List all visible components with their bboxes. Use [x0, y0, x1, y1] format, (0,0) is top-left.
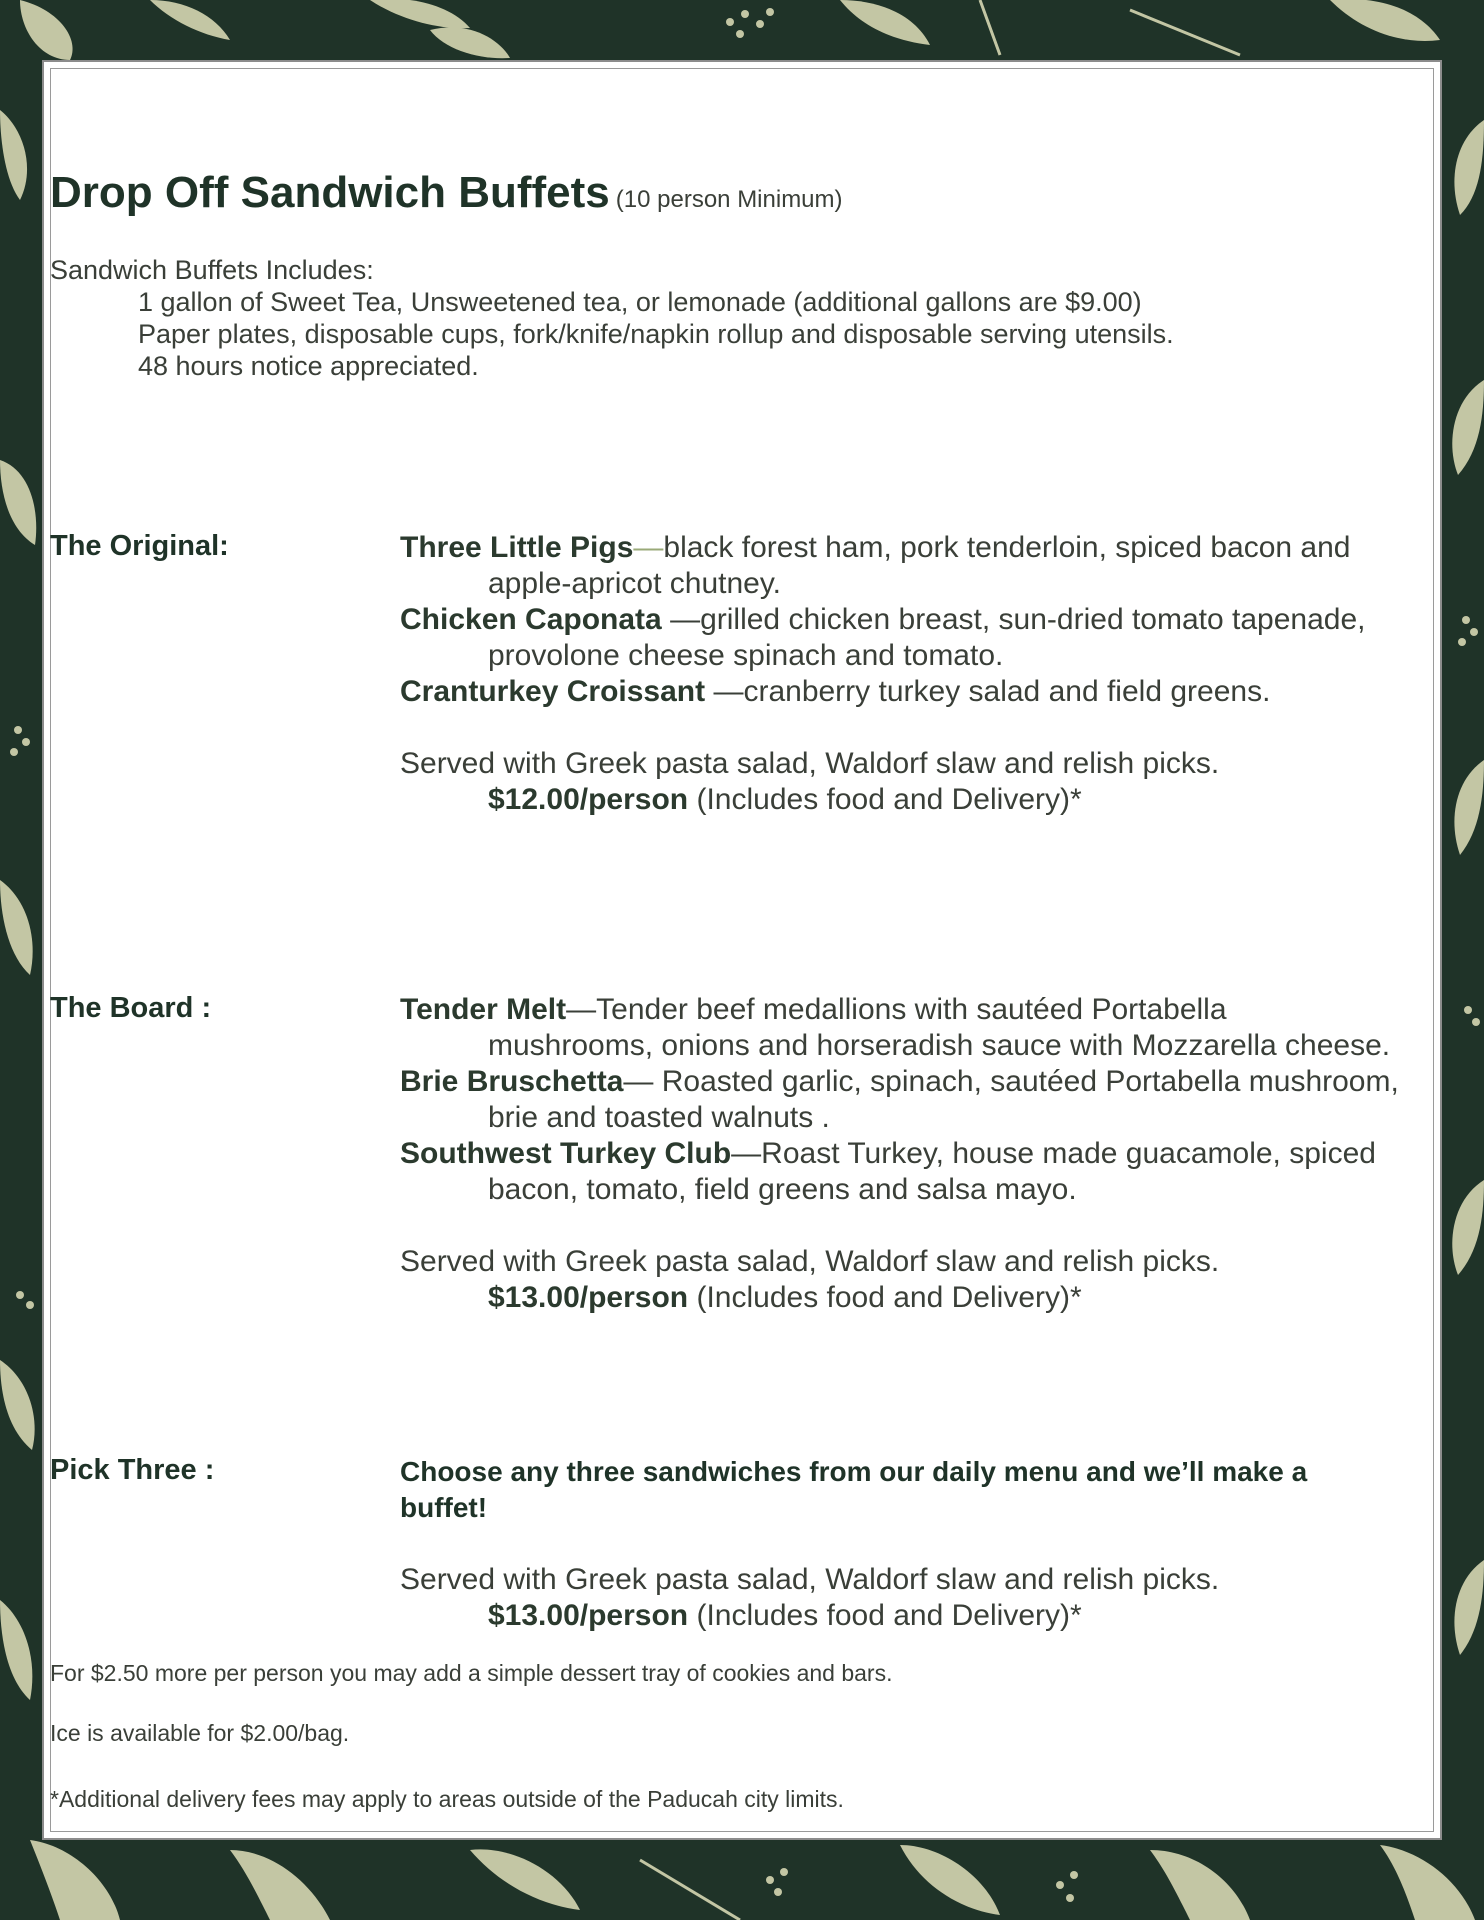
item-dash: —	[566, 993, 597, 1026]
item-desc-cont: bacon, tomato, field greens and salsa mayo.	[488, 1173, 1077, 1206]
section-label-board: The Board :	[50, 992, 212, 1024]
item-name: Cranturkey Croissant	[400, 675, 706, 708]
item-dash: —	[705, 675, 744, 708]
item-desc-cont: brie and toasted walnuts .	[488, 1101, 830, 1134]
section-label-pick-three: Pick Three :	[50, 1454, 215, 1486]
includes-line: Paper plates, disposable cups, fork/knife/napkin rollup and disposable serving utensils.	[138, 319, 1174, 349]
item-desc: black forest ham, pork tenderloin, spiced bacon and	[663, 531, 1351, 564]
item-name: Three Little Pigs	[400, 531, 634, 564]
includes-block	[50, 254, 1174, 382]
includes-heading: Sandwich Buffets Includes:	[50, 255, 374, 285]
item-desc: grilled chicken breast, sun-dried tomato tapenade,	[700, 603, 1366, 636]
served-with: Served with Greek pasta salad, Waldorf slaw and relish picks.	[400, 1245, 1220, 1278]
section-pick-three-items	[400, 1454, 1307, 1634]
item-desc: cranberry turkey salad and field greens.	[743, 675, 1271, 708]
price: $13.00/person	[488, 1281, 689, 1314]
delivery-note: *Additional delivery fees may apply to areas outside of the Paducah city limits.	[50, 1786, 844, 1812]
item-dash: —	[623, 1065, 662, 1098]
item-name: Chicken Caponata	[400, 603, 662, 636]
item-name: Brie Bruschetta	[400, 1065, 624, 1098]
item-desc: Roasted garlic, spinach, sautéed Portabella mushroom,	[661, 1065, 1399, 1098]
section-board-items	[400, 992, 1399, 1316]
menu-item	[400, 1136, 1399, 1172]
item-desc: Roast Turkey, house made guacamole, spiced	[761, 1137, 1376, 1170]
price-note: (Includes food and Delivery)*	[688, 1599, 1082, 1632]
menu-item	[400, 530, 1365, 566]
price: $12.00/person	[488, 783, 689, 816]
served-with: Served with Greek pasta salad, Waldorf slaw and relish picks.	[400, 747, 1220, 780]
pick-three-headline-cont: buffet!	[400, 1492, 488, 1523]
menu-item	[400, 602, 1365, 638]
menu-item	[400, 992, 1399, 1028]
price-note: (Includes food and Delivery)*	[688, 783, 1082, 816]
item-dash: —	[661, 603, 701, 636]
includes-line: 1 gallon of Sweet Tea, Unsweetened tea, or lemonade (additional gallons are $9.00)	[138, 287, 1142, 317]
item-desc-cont: mushrooms, onions and horseradish sauce with Mozzarella cheese.	[488, 1029, 1391, 1062]
served-with: Served with Greek pasta salad, Waldorf slaw and relish picks.	[400, 1563, 1220, 1596]
title-text: Drop Off Sandwich Buffets	[50, 168, 610, 217]
price-note: (Includes food and Delivery)*	[688, 1281, 1082, 1314]
page-title	[50, 168, 843, 218]
menu-item	[400, 674, 1365, 710]
minimum-note: (10 person Minimum)	[615, 186, 843, 213]
item-name: Tender Melt	[400, 993, 567, 1026]
includes-line: 48 hours notice appreciated.	[138, 351, 479, 381]
item-dash: —	[633, 531, 664, 564]
item-desc: Tender beef medallions with sautéed Portabella	[596, 993, 1227, 1026]
section-original-items	[400, 530, 1365, 818]
menu-item	[400, 1064, 1399, 1100]
item-dash: —	[731, 1137, 762, 1170]
ice-note: Ice is available for $2.00/bag.	[50, 1720, 350, 1746]
pick-three-headline: Choose any three sandwiches from our daily menu and we’ll make a	[400, 1456, 1308, 1487]
price: $13.00/person	[488, 1599, 689, 1632]
item-name: Southwest Turkey Club	[400, 1137, 732, 1170]
dessert-note: For $2.50 more per person you may add a simple dessert tray of cookies and bars.	[50, 1660, 893, 1686]
section-label-original: The Original:	[50, 530, 229, 562]
item-desc-cont: apple-apricot chutney.	[488, 567, 781, 600]
item-desc-cont: provolone cheese spinach and tomato.	[488, 639, 1004, 672]
